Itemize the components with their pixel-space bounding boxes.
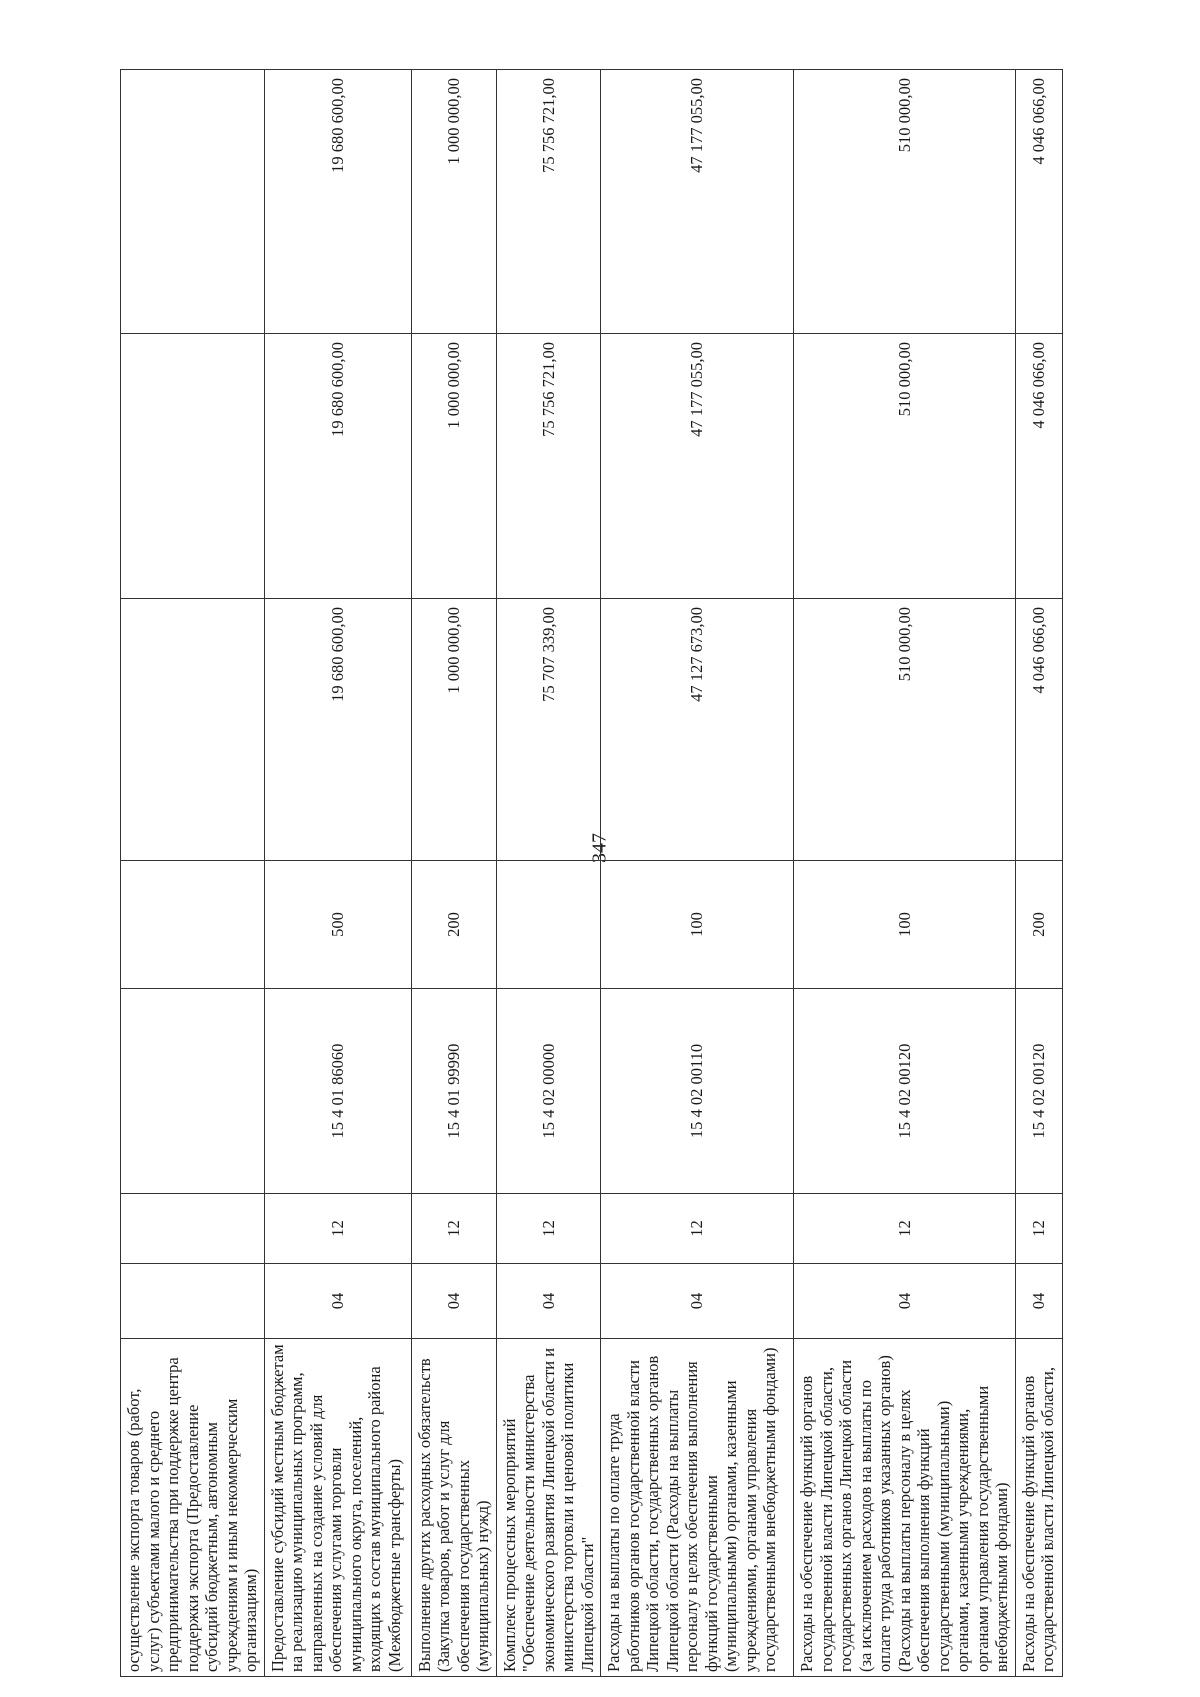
target-article-code: 15 4 02 00120 [1015,989,1062,1194]
target-article-code: 15 4 02 00110 [601,989,794,1194]
section-code [121,1264,265,1339]
table-row [1015,70,1062,1677]
expense-type-code: 500 [264,861,411,989]
amount-col-3: 75 756 721,00 [496,70,601,334]
row-description: Расходы на обеспечение функций органов государственной власти Липецкой области, [1015,1339,1062,1677]
table-row [121,70,265,1677]
amount-col-3: 19 680 600,00 [264,70,411,334]
target-article-code: 15 4 01 99990 [411,989,496,1194]
section-code: 04 [411,1264,496,1339]
amount-col-1: 4 046 066,00 [1015,599,1062,861]
subsection-code [121,1194,265,1264]
expense-type-code [496,861,601,989]
target-article-code: 15 4 02 00000 [496,989,601,1194]
amount-col-1: 1 000 000,00 [411,599,496,861]
table-row [411,70,496,1677]
row-description: Комплекс процессных мероприятий "Обеспечение деятельности министерства экономического развития Липецкой области и министерства торговли и ценовой политики Липецкой области" [496,1339,601,1677]
row-description: Предоставление субсидий местным бюджетам на реализацию муниципальных программ, направленных на создание условий для обеспечения услугами торговли муниципального округа, поселений, входящих в состав муниципального района (Межбюджетные трансферты) [264,1339,411,1677]
expense-type-code: 200 [1015,861,1062,989]
section-code: 04 [794,1264,1016,1339]
section-code: 04 [496,1264,601,1339]
amount-col-2: 4 046 066,00 [1015,334,1062,599]
expense-type-code: 200 [411,861,496,989]
amount-col-3: 510 000,00 [794,70,1016,334]
amount-col-2: 510 000,00 [794,334,1016,599]
amount-col-3 [121,70,265,334]
subsection-code: 12 [794,1194,1016,1264]
amount-col-1: 75 707 339,00 [496,599,601,861]
amount-col-3: 1 000 000,00 [411,70,496,334]
table-row [496,70,601,1677]
row-description: Расходы на выплаты по оплате труда работников органов государственной власти Липецкой области, государственных органов Липецкой области (Расходы на выплаты персоналу в целях обеспечения выполнения функций государственными (муниципальными) органами, казенными учреждениями, органами управления государственными внебюджетными фондами) [601,1339,794,1677]
row-description: осуществление экспорта товаров (работ, услуг) субъектами малого и среднего предпринимательства при поддержке центра поддержки экспорта (Предоставление субсидий бюджетным, автономным учреждениям и иным некоммерческим организациям) [121,1339,265,1677]
budget-table [120,69,1063,1677]
row-description: Расходы на обеспечение функций органов государственной власти Липецкой области, государственных органов Липецкой области (за исключением расходов на выплаты по оплате труда работников указанных органов) (Расходы на выплаты персоналу в целях обеспечения выполнения функций государственными (муниципальными) органами, казенными учреждениями, органами управления государственными внебюджетными фондами) [794,1339,1016,1677]
amount-col-2 [121,334,265,599]
section-code: 04 [601,1264,794,1339]
amount-col-3: 47 177 055,00 [601,70,794,334]
table-row [794,70,1016,1677]
amount-col-1: 510 000,00 [794,599,1016,861]
amount-col-2: 19 680 600,00 [264,334,411,599]
row-description: Выполнение других расходных обязательств (Закупка товаров, работ и услуг для обеспечения государственных (муниципальных) нужд) [411,1339,496,1677]
expense-type-code: 100 [601,861,794,989]
target-article-code: 15 4 02 00120 [794,989,1016,1194]
amount-col-2: 1 000 000,00 [411,334,496,599]
subsection-code: 12 [264,1194,411,1264]
expense-type-code: 100 [794,861,1016,989]
table-row [264,70,411,1677]
amount-col-1 [121,599,265,861]
section-code: 04 [264,1264,411,1339]
section-code: 04 [1015,1264,1062,1339]
amount-col-1: 47 127 673,00 [601,599,794,861]
target-article-code: 15 4 01 86060 [264,989,411,1194]
table-row [601,70,794,1677]
amount-col-2: 47 177 055,00 [601,334,794,599]
amount-col-1: 19 680 600,00 [264,599,411,861]
subsection-code: 12 [411,1194,496,1264]
subsection-code: 12 [496,1194,601,1264]
page-number: 347 [588,833,611,863]
subsection-code: 12 [1015,1194,1062,1264]
subsection-code: 12 [601,1194,794,1264]
expense-type-code [121,861,265,989]
budget-table-rotated [120,70,1057,1677]
amount-col-3: 4 046 066,00 [1015,70,1062,334]
target-article-code [121,989,265,1194]
amount-col-2: 75 756 721,00 [496,334,601,599]
